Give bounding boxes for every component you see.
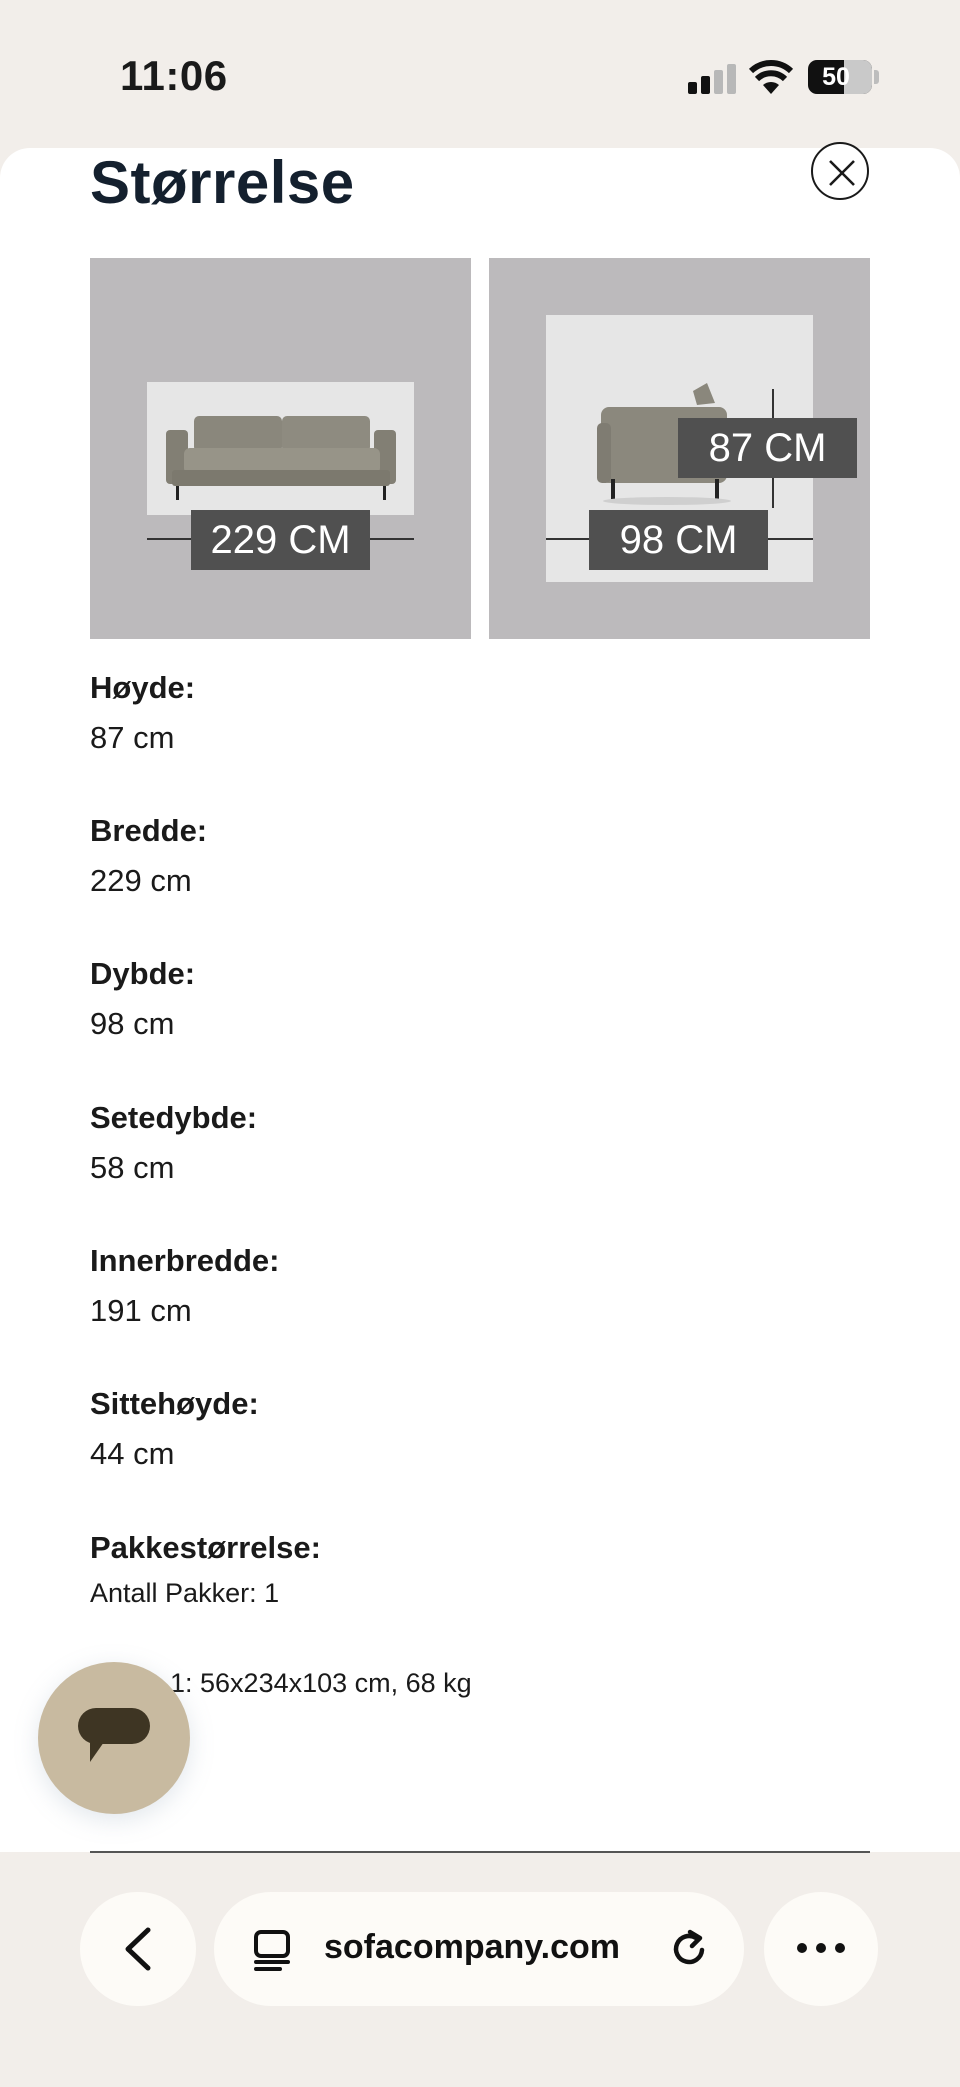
status-time: 11:06 [120,52,228,99]
browser-toolbar [0,1853,960,2087]
side-dimension-image [489,258,870,639]
back-button[interactable] [80,1892,196,2006]
front-width-label: 229 CM [191,510,370,570]
battery-cap [874,70,879,84]
size-sheet [0,148,960,1852]
spec-height [90,670,195,756]
package-count: Antall Pakker: 1 [90,1578,280,1608]
package-line-text: 1: 56x234x103 cm, 68 kg [170,1668,472,1698]
spec-label: Setedybde: [90,1100,258,1135]
front-dimension-image [90,258,471,639]
wifi-icon [748,58,794,96]
status-bar [0,0,960,148]
close-button[interactable] [811,142,869,200]
spec-label: Sittehøyde: [90,1386,259,1421]
address-bar[interactable] [214,1892,744,2006]
battery-percent: 50 [822,63,850,91]
spec-seat-depth [90,1100,257,1186]
spec-value: 58 cm [90,1150,175,1185]
close-icon [827,158,857,188]
side-depth-label: 98 CM [589,510,768,570]
spec-value: 98 cm [90,1006,175,1041]
spec-value: 191 cm [90,1293,192,1328]
spec-label: Innerbredde: [90,1243,280,1278]
spec-seat-height [90,1386,259,1472]
spec-value: 87 cm [90,720,175,755]
chat-bubble-icon [76,1708,152,1770]
spec-value: 44 cm [90,1436,175,1471]
chat-button[interactable] [38,1662,190,1814]
cellular-signal-icon [688,64,736,94]
url-text: sofacompany.com [324,1928,621,1966]
package-label: Pakkestørrelse: [90,1530,321,1565]
spec-label: Høyde: [90,670,196,705]
more-options-button[interactable] [764,1892,878,2006]
page-settings-icon [252,1928,296,1972]
spec-inner-width [90,1243,279,1329]
spec-label: Dybde: [90,956,196,991]
side-height-label: 87 CM [678,418,857,478]
spec-value: 229 cm [90,863,192,898]
sheet-title: Størrelse [90,149,355,216]
spec-package [90,1530,321,1609]
sofa-front-illustration [166,408,396,508]
spec-depth [90,956,195,1042]
reload-icon[interactable] [668,1928,712,1972]
spec-label: Bredde: [90,813,208,848]
battery-icon [808,60,872,94]
ellipsis-icon [796,1940,846,1956]
spec-width [90,813,207,899]
chevron-left-icon [118,1926,158,1972]
